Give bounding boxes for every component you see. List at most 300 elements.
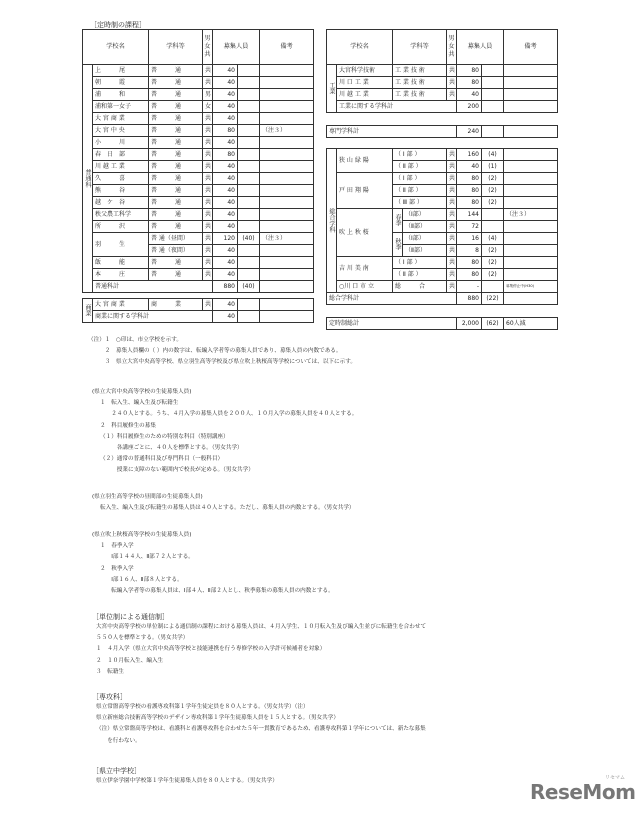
section-line: １ 転入生、編入生及び転籍生 xyxy=(100,400,179,407)
dept-name: 普 通 xyxy=(149,185,203,197)
capacity-sub xyxy=(238,65,260,77)
gender: 共 xyxy=(203,65,213,77)
total-capacity: 200 xyxy=(457,101,482,113)
sogo-body xyxy=(327,149,558,305)
dept-name: 普 通 xyxy=(149,125,203,137)
school-name: 川 越 工 業 xyxy=(337,89,393,101)
remarks xyxy=(260,113,314,125)
capacity-sub: (4) xyxy=(482,149,504,161)
remarks xyxy=(504,293,558,305)
group-label: 普通科 xyxy=(83,65,93,293)
table-row xyxy=(83,173,314,185)
remarks xyxy=(504,197,558,209)
logo-text: ReseMom xyxy=(530,780,636,804)
grand-total-cap: 2,000 xyxy=(457,318,482,330)
section-line: 転編入学者等の募集人員は、Ⅰ部４人、Ⅱ部２人とし、秋季募集の募集人員の内数とする。 xyxy=(100,588,334,595)
remarks xyxy=(504,173,558,185)
dept-name: 普 通 xyxy=(149,161,203,173)
dept-name: （ Ⅱ 部 ） xyxy=(393,161,447,173)
capacity: 40 xyxy=(213,221,238,233)
capacity-sub xyxy=(238,257,260,269)
grand-total-extra: 60人減 xyxy=(504,318,558,330)
school-name: 大 宮 商 業 xyxy=(93,299,149,311)
section-line: を行わない。 xyxy=(96,737,141,744)
table-row xyxy=(83,269,314,281)
section-line: ５５０人を標準とする。（男女共学） xyxy=(96,635,189,642)
gender: 共 xyxy=(203,197,213,209)
dept-name: （Ⅰ部） xyxy=(403,233,447,245)
school-name: 本 庄 xyxy=(93,269,149,281)
gender: 共 xyxy=(447,149,457,161)
remarks xyxy=(260,77,314,89)
gender: 共 xyxy=(203,299,213,311)
total-label: 普通科計 xyxy=(93,281,213,293)
capacity: 40 xyxy=(213,245,238,257)
section-senkoka xyxy=(92,692,426,747)
school-name: 大 宮 商 業 xyxy=(93,113,149,125)
dept-name: 工 業 技 術 xyxy=(393,77,447,89)
capacity-sub xyxy=(238,245,260,257)
school-name: 越 ケ 谷 xyxy=(93,197,149,209)
remarks xyxy=(504,89,558,101)
table-row xyxy=(327,65,558,77)
capacity: 40 xyxy=(213,209,238,221)
dept-name: 総 合 xyxy=(393,281,447,293)
table-row xyxy=(83,257,314,269)
capacity: 16 xyxy=(457,233,482,245)
school-name: 熊 谷 xyxy=(93,185,149,197)
school-name: 秩父農工科学 xyxy=(93,209,149,221)
capacity: 80 xyxy=(213,149,238,161)
gender: 共 xyxy=(203,233,213,245)
dept-name: 商 業 xyxy=(149,299,203,311)
remarks xyxy=(260,65,314,77)
remarks xyxy=(260,269,314,281)
gender: 共 xyxy=(447,209,457,221)
gender: 共 xyxy=(447,257,457,269)
capacity-sub: (4) xyxy=(482,233,504,245)
gender: 共 xyxy=(447,281,457,293)
table-row xyxy=(327,149,558,161)
capacity-sub: (2) xyxy=(482,245,504,257)
remarks xyxy=(260,281,314,293)
table-row xyxy=(83,65,314,77)
remarks xyxy=(260,137,314,149)
school-name: 羽 生 xyxy=(93,233,149,257)
capacity-sub xyxy=(238,161,260,173)
capacity: 80 xyxy=(457,197,482,209)
dept-name: 普 通 xyxy=(149,113,203,125)
section-line: ３ 転籍生 xyxy=(96,668,124,675)
school-name: 戸 田 翔 陽 xyxy=(337,173,393,209)
section-tsushin xyxy=(92,612,426,678)
total-row xyxy=(83,281,314,293)
total-sub xyxy=(238,311,260,323)
remarks: （注３） xyxy=(260,125,314,137)
capacity: 160 xyxy=(457,149,482,161)
capacity-sub xyxy=(238,269,260,281)
table-row xyxy=(327,173,558,185)
school-name: 所 沢 xyxy=(93,221,149,233)
senmon-total-cap: 240 xyxy=(457,126,482,138)
capacity-sub xyxy=(238,299,260,311)
dept-name: 普 通 xyxy=(149,269,203,281)
left-table xyxy=(82,29,314,323)
capacity: 40 xyxy=(213,101,238,113)
dept-name: （ Ⅰ 部 ） xyxy=(393,149,447,161)
capacity: 80 xyxy=(457,77,482,89)
total-capacity: 880 xyxy=(213,281,238,293)
header-gender: 男 女 共 xyxy=(203,30,213,65)
section-fukiage xyxy=(92,530,334,597)
right-table-top xyxy=(326,29,558,113)
capacity-sub: (2) xyxy=(482,269,504,281)
capacity: 80 xyxy=(457,173,482,185)
kogyo-body xyxy=(327,65,558,113)
gender: 共 xyxy=(447,269,457,281)
section-line: Ⅰ部１４４人、Ⅱ部７２人とする。 xyxy=(100,554,194,561)
section-omiya xyxy=(92,387,357,477)
section-line: ２ １０月転入生、編入生 xyxy=(96,657,164,664)
section-line: 大宮中央高等学校の単位制による通信制の課程における募集人員は、４月入学生、１０月転入生及び編入生並びに転籍生を合わせて xyxy=(96,624,427,630)
school-name: 吹 上 秋 桜 xyxy=(337,209,393,257)
capacity: 40 xyxy=(213,65,238,77)
section-line: 県立常盤高等学校の看護専攻科第１学年生徒定員を８０人とする。（男女共学）（注） xyxy=(96,704,309,710)
gender: 共 xyxy=(447,197,457,209)
gender: 共 xyxy=(203,149,213,161)
remarks xyxy=(260,161,314,173)
remarks xyxy=(504,101,558,113)
school-name: 朝 霞 xyxy=(93,77,149,89)
capacity: 40 xyxy=(457,161,482,173)
capacity: 40 xyxy=(213,185,238,197)
remarks xyxy=(504,65,558,77)
section-line: （注）県立常盤高等学校は、看護科と看護専攻科を合わせた５年一貫教育であるため、看護専攻科第１学年については、新たな募集 xyxy=(96,726,426,733)
remarks xyxy=(504,77,558,89)
gender: 共 xyxy=(447,89,457,101)
table-row xyxy=(83,137,314,149)
capacity: 40 xyxy=(213,173,238,185)
gender: 共 xyxy=(447,77,457,89)
capacity: 40 xyxy=(213,299,238,311)
group-label: 総合学科 xyxy=(327,149,337,293)
capacity: 144 xyxy=(457,209,482,221)
remarks xyxy=(260,245,314,257)
capacity: 40 xyxy=(213,161,238,173)
total-row xyxy=(327,293,558,305)
dept-name: 普 通 xyxy=(149,137,203,149)
table-row xyxy=(327,257,558,269)
total-sub: (22) xyxy=(482,293,504,305)
capacity-sub: (40) xyxy=(238,233,260,245)
dept-name: 普 通（夜間） xyxy=(149,245,203,257)
total-sub: (40) xyxy=(238,281,260,293)
note-line: ３ 県立大宮中央高等学校、県立羽生高等学校及び県立吹上秋桜高等学校については、以下に示す。 xyxy=(88,359,356,366)
dept-name: （Ⅱ部） xyxy=(403,245,447,257)
capacity-sub: (2) xyxy=(482,173,504,185)
section-line: １ 春季入学 xyxy=(100,543,134,550)
gender: 共 xyxy=(203,125,213,137)
table-row xyxy=(83,209,314,221)
capacity-sub xyxy=(482,65,504,77)
section-heading: ［単位制による通信制］ xyxy=(92,613,169,621)
capacity-sub xyxy=(238,149,260,161)
gender: 共 xyxy=(447,233,457,245)
remarks xyxy=(260,197,314,209)
gender: 共 xyxy=(203,185,213,197)
section-heading: (県立大宮中央高等学校の生徒募集人員) xyxy=(92,389,192,395)
gender: 共 xyxy=(447,245,457,257)
table-row xyxy=(83,149,314,161)
school-name: 上 尾 xyxy=(93,65,149,77)
remarks xyxy=(260,221,314,233)
capacity-sub: (2) xyxy=(482,185,504,197)
school-name: ○川 口 市 立 xyxy=(337,281,393,293)
dept-name: 普 通 xyxy=(149,209,203,221)
header-dept: 学科等 xyxy=(393,30,447,65)
school-name: 川 口 工 業 xyxy=(337,77,393,89)
dept-name: 普 通（昼間） xyxy=(149,233,203,245)
remarks xyxy=(504,257,558,269)
school-name: 狭 山 緑 陽 xyxy=(337,149,393,173)
note-line: （注）１ ○印は、市立学校を示す。 xyxy=(88,337,182,343)
school-name: 川 越 工 業 xyxy=(93,161,149,173)
remarks xyxy=(504,245,558,257)
header-remarks: 備考 xyxy=(504,30,558,65)
section-line: （２）通常の普通科目及び専門科目（一般科目） xyxy=(100,456,224,463)
remarks xyxy=(260,299,314,311)
remarks xyxy=(260,209,314,221)
capacity-sub xyxy=(238,77,260,89)
table-row xyxy=(327,77,558,89)
capacity-sub xyxy=(238,173,260,185)
capacity-sub: (1) xyxy=(482,161,504,173)
gender: 共 xyxy=(447,65,457,77)
capacity: 72 xyxy=(457,221,482,233)
table-row xyxy=(83,221,314,233)
remarks xyxy=(260,185,314,197)
table-row xyxy=(83,299,314,311)
capacity: 40 xyxy=(457,89,482,101)
school-name: 大 宮 中 央 xyxy=(93,125,149,137)
group-label: 工業 xyxy=(327,65,337,113)
header-school: 学校名 xyxy=(83,30,149,65)
total-capacity: 40 xyxy=(213,311,238,323)
total-label: 総合学科計 xyxy=(327,293,457,305)
remarks xyxy=(504,161,558,173)
gender: 共 xyxy=(203,209,213,221)
capacity-sub xyxy=(238,221,260,233)
capacity: 80 xyxy=(457,185,482,197)
section-heading: (県立吹上秋桜高等学校の生徒募集人員) xyxy=(92,532,192,538)
school-name: 浦和第一女子 xyxy=(93,101,149,113)
total-sub xyxy=(482,101,504,113)
table-row xyxy=(327,209,558,221)
capacity-sub xyxy=(238,185,260,197)
gender: 共 xyxy=(203,257,213,269)
notes-block xyxy=(88,335,356,369)
dept-name: （ Ⅱ 部 ） xyxy=(393,185,447,197)
section-line: 県立新座総合技術高等学校のデザイン専攻科第１学年生徒募集人員を１５人とする。（男女共学） xyxy=(96,715,339,722)
remarks xyxy=(260,311,314,323)
header-school: 学校名 xyxy=(327,30,393,65)
section-heading: (県立羽生高等学校の昼間部の生徒募集人員) xyxy=(92,494,203,500)
gender: 共 xyxy=(447,185,457,197)
dept-name: （ Ⅱ 部 ） xyxy=(393,269,447,281)
dept-name: 工 業 技 術 xyxy=(393,65,447,77)
section-line: 授業に支障のない範囲内で校長が定める。（男女共学） xyxy=(100,467,254,474)
capacity-sub: (2) xyxy=(482,257,504,269)
capacity: 120 xyxy=(213,233,238,245)
capacity-sub xyxy=(238,101,260,113)
capacity-sub xyxy=(482,221,504,233)
dept-name: 普 通 xyxy=(149,257,203,269)
total-row xyxy=(83,311,314,323)
sogo-table xyxy=(326,148,558,305)
section-line: １ ４月入学（県立大宮中央高等学校と技能連携を行う専修学校の入学許可候補者を対象） xyxy=(96,646,326,653)
capacity: 40 xyxy=(213,137,238,149)
remarks: 募集停止中(H30) xyxy=(504,281,558,293)
capacity: 40 xyxy=(213,197,238,209)
table-row xyxy=(83,233,314,245)
remarks: （注３） xyxy=(260,233,314,245)
capacity-sub xyxy=(482,89,504,101)
remarks xyxy=(504,233,558,245)
section-hanyu xyxy=(92,492,355,514)
dept-name: （ Ⅲ 部 ） xyxy=(393,197,447,209)
dept-name: （ Ⅰ 部 ） xyxy=(393,173,447,185)
dept-name: 普 通 xyxy=(149,65,203,77)
dept-name: 普 通 xyxy=(149,77,203,89)
school-name: 飯 能 xyxy=(93,257,149,269)
capacity: 40 xyxy=(213,257,238,269)
table-row xyxy=(83,125,314,137)
total-row xyxy=(327,101,558,113)
dept-name: 普 通 xyxy=(149,197,203,209)
capacity: 40 xyxy=(213,77,238,89)
section-line: 転入生、編入生及び転籍生の募集人員は４０人とする。ただし、募集人員の内数とする。（男女共学） xyxy=(100,505,355,512)
dept-name: 普 通 xyxy=(149,173,203,185)
capacity: 80 xyxy=(457,257,482,269)
capacity-sub xyxy=(482,281,504,293)
capacity: 80 xyxy=(213,125,238,137)
remarks xyxy=(504,269,558,281)
school-name: 浦 和 xyxy=(93,89,149,101)
remarks xyxy=(260,257,314,269)
gender: 共 xyxy=(447,161,457,173)
section-line: 各講座ごとに、４０人を標準とする。（男女共学） xyxy=(100,445,243,452)
dept-name: （ Ⅰ 部 ） xyxy=(393,257,447,269)
dept-name: 普 通 xyxy=(149,101,203,113)
gender: 女 xyxy=(203,101,213,113)
section-heading: ［専攻科］ xyxy=(92,693,127,701)
left-table-body xyxy=(83,65,314,323)
school-name: 小 川 xyxy=(93,137,149,149)
dept-name: 普 通 xyxy=(149,221,203,233)
senmon-total-table xyxy=(326,125,558,138)
remarks xyxy=(260,101,314,113)
header-gender: 男 女 共 xyxy=(447,30,457,65)
remarks xyxy=(504,221,558,233)
table-row xyxy=(327,89,558,101)
dept-name: 工 業 技 術 xyxy=(393,89,447,101)
school-name: 春 日 部 xyxy=(93,149,149,161)
capacity-sub xyxy=(482,209,504,221)
remarks xyxy=(260,149,314,161)
remarks: （注３） xyxy=(504,209,558,221)
dept-name: 普 通 xyxy=(149,149,203,161)
section-line: ２ 秋季入学 xyxy=(100,565,134,572)
gender: 共 xyxy=(203,77,213,89)
capacity: 40 xyxy=(213,113,238,125)
gender: 共 xyxy=(447,221,457,233)
gender: 共 xyxy=(203,173,213,185)
gender: 共 xyxy=(203,269,213,281)
header-dept: 学科等 xyxy=(149,30,203,65)
gender: 共 xyxy=(203,113,213,125)
section-chugakko xyxy=(92,766,278,787)
capacity-sub xyxy=(238,125,260,137)
dept-name: （Ⅱ部） xyxy=(403,221,447,233)
table-row xyxy=(83,89,314,101)
grand-total-sub: (62) xyxy=(482,318,504,330)
grand-total-table xyxy=(326,317,558,330)
gender: 男 xyxy=(203,89,213,101)
capacity: 40 xyxy=(213,269,238,281)
capacity-sub: (2) xyxy=(482,197,504,209)
capacity: 40 xyxy=(213,89,238,101)
dept-name: （Ⅰ部） xyxy=(403,209,447,221)
table-row xyxy=(83,185,314,197)
note-line: ２ 募集人員欄の（ ）内の数字は、転編入学者等の募集人員であり、募集人員の内数である。 xyxy=(88,348,342,355)
remarks xyxy=(504,185,558,197)
section-line: （１）科目履修生のための特別な科目（特別講座） xyxy=(100,433,229,440)
gender: 共 xyxy=(203,161,213,173)
capacity: 8 xyxy=(457,245,482,257)
total-capacity: 880 xyxy=(457,293,482,305)
table-row xyxy=(83,77,314,89)
total-label: 工業に関する学科計 xyxy=(337,101,457,113)
header-capacity: 募集人員 xyxy=(213,30,260,65)
senmon-total-label: 専門学科計 xyxy=(327,126,457,138)
capacity-sub xyxy=(482,77,504,89)
section-title: ［定時制の課程］ xyxy=(90,21,146,29)
season-label: 春季 xyxy=(393,209,403,233)
total-label: 商業に関する学科計 xyxy=(93,311,213,323)
section-line: ２ 科目履修生の募集 xyxy=(100,422,156,429)
section-line: 県立伊奈学園中学校第１学年生徒募集人員を８０人とする。（男女共学） xyxy=(96,778,278,784)
table-row xyxy=(83,197,314,209)
school-name: 久 喜 xyxy=(93,173,149,185)
capacity-sub xyxy=(238,89,260,101)
season-label: 秋季 xyxy=(393,233,403,257)
capacity-sub xyxy=(238,209,260,221)
capacity: - xyxy=(457,281,482,293)
header-capacity: 募集人員 xyxy=(457,30,504,65)
section-line: Ⅰ部１６人、Ⅱ部８人とする。 xyxy=(100,576,183,583)
gender: 共 xyxy=(447,173,457,185)
capacity: 80 xyxy=(457,65,482,77)
capacity-sub xyxy=(238,137,260,149)
remarks xyxy=(504,149,558,161)
grand-total-label: 定時制総計 xyxy=(327,318,457,330)
table-row xyxy=(83,101,314,113)
school-name: 吉 川 美 南 xyxy=(337,257,393,281)
gender: 共 xyxy=(203,221,213,233)
remarks xyxy=(260,89,314,101)
table-row xyxy=(83,161,314,173)
table-row xyxy=(83,113,314,125)
